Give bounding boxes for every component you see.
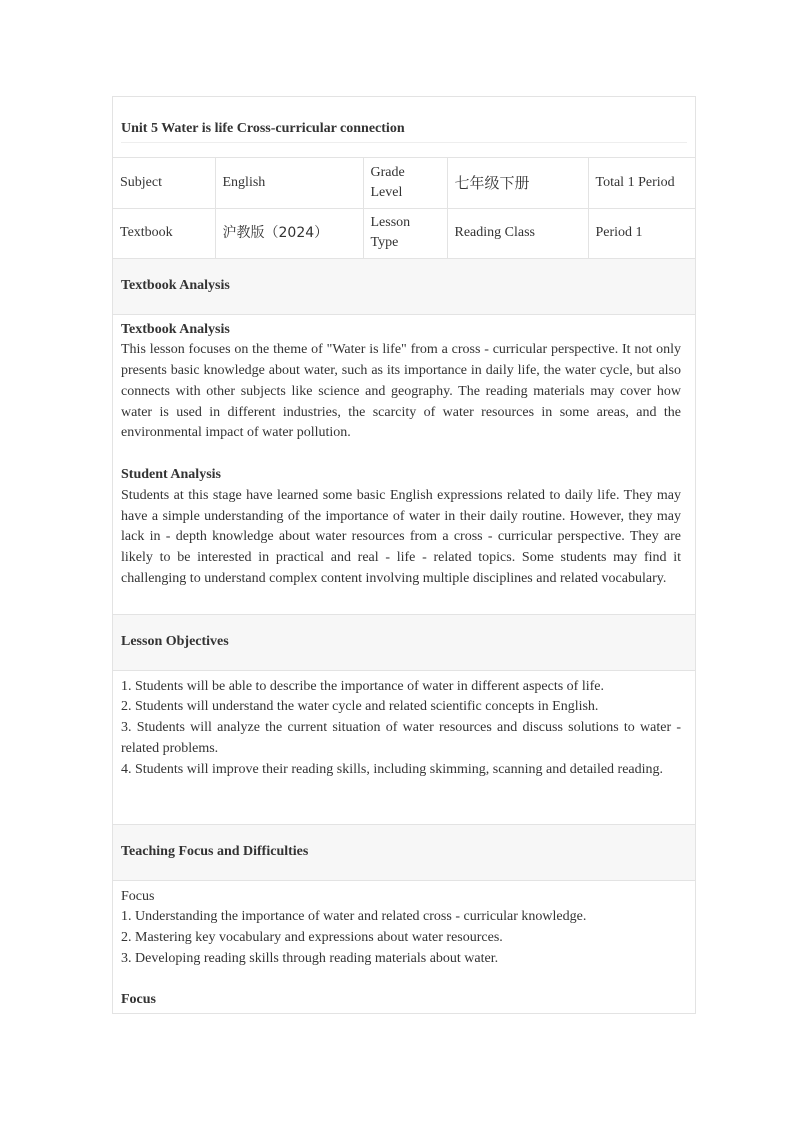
period-value: Period 1 [588,208,696,258]
total-periods: Total 1 Period [588,158,696,208]
document-title-row [113,97,695,158]
focus-item: 3. Developing reading skills through reading materials about water. [121,950,499,966]
textbook-value: 沪教版（2024） [215,208,363,258]
objective-item: 2. Students will understand the water cycle and related scientific concepts in English. [121,699,599,715]
info-row-textbook [113,208,696,258]
lesson-plan-document [112,96,696,1014]
textbook-analysis-text: This lesson focuses on the theme of "Water is life" from a cross - curricular perspective. It not only presents basic knowledge about water, such as its importance in daily life, the water cycle, but also connects with other subjects like science and geography. The reading materials may cover how water is used in different industries, the scarcity of water resources in some areas, and the environmental impact of water pollution. [121,342,681,441]
lesson-type-label: Lesson Type [363,208,447,258]
focus-label-2: Focus [121,992,156,1008]
student-analysis-subtitle: Student Analysis [121,467,221,483]
objective-item: 1. Students will be able to describe the importance of water in different aspects of life. [121,678,604,694]
objective-item: 4. Students will improve their reading skills, including skimming, scanning and detailed reading. [121,761,664,777]
focus-label: Focus [121,888,155,904]
lesson-objectives-heading: Lesson Objectives [113,615,695,671]
subject-label: Subject [113,158,215,208]
focus-item: 1. Understanding the importance of water and related cross - curricular knowledge. [121,909,587,925]
lesson-info-table [113,158,696,259]
paragraph-gap [121,970,681,991]
teaching-focus-body [113,881,695,1015]
subject-value: English [215,158,363,208]
info-row-subject [113,158,696,208]
focus-item: 2. Mastering key vocabulary and expressions about water resources. [121,930,503,946]
grade-value: 七年级下册 [447,158,588,208]
objective-item: 3. Students will analyze the current situation of water resources and discuss solutions to water - related problems. [121,720,681,756]
teaching-focus-heading: Teaching Focus and Difficulties [113,825,695,881]
textbook-analysis-heading: Textbook Analysis [113,259,695,315]
lesson-type-value: Reading Class [447,208,588,258]
title-divider [121,142,687,143]
document-title: Unit 5 Water is life Cross-curricular connection [121,121,405,136]
textbook-label: Textbook [113,208,215,258]
textbook-analysis-body [113,315,695,615]
grade-label: Grade Level [363,158,447,208]
textbook-analysis-subtitle: Textbook Analysis [121,321,230,337]
paragraph-gap [121,444,681,465]
student-analysis-text: Students at this stage have learned some basic English expressions related to daily life. They may have a simple understanding of the importance of water in their daily routine. However, they may lack in - depth knowledge about water resources from a cross - curricular perspective. They are likely to be interested in practical and real - life - related topics. Some students may find it challenging to understand complex content involving multiple disciplines and related vocabulary. [121,487,681,587]
lesson-objectives-body [113,671,695,825]
